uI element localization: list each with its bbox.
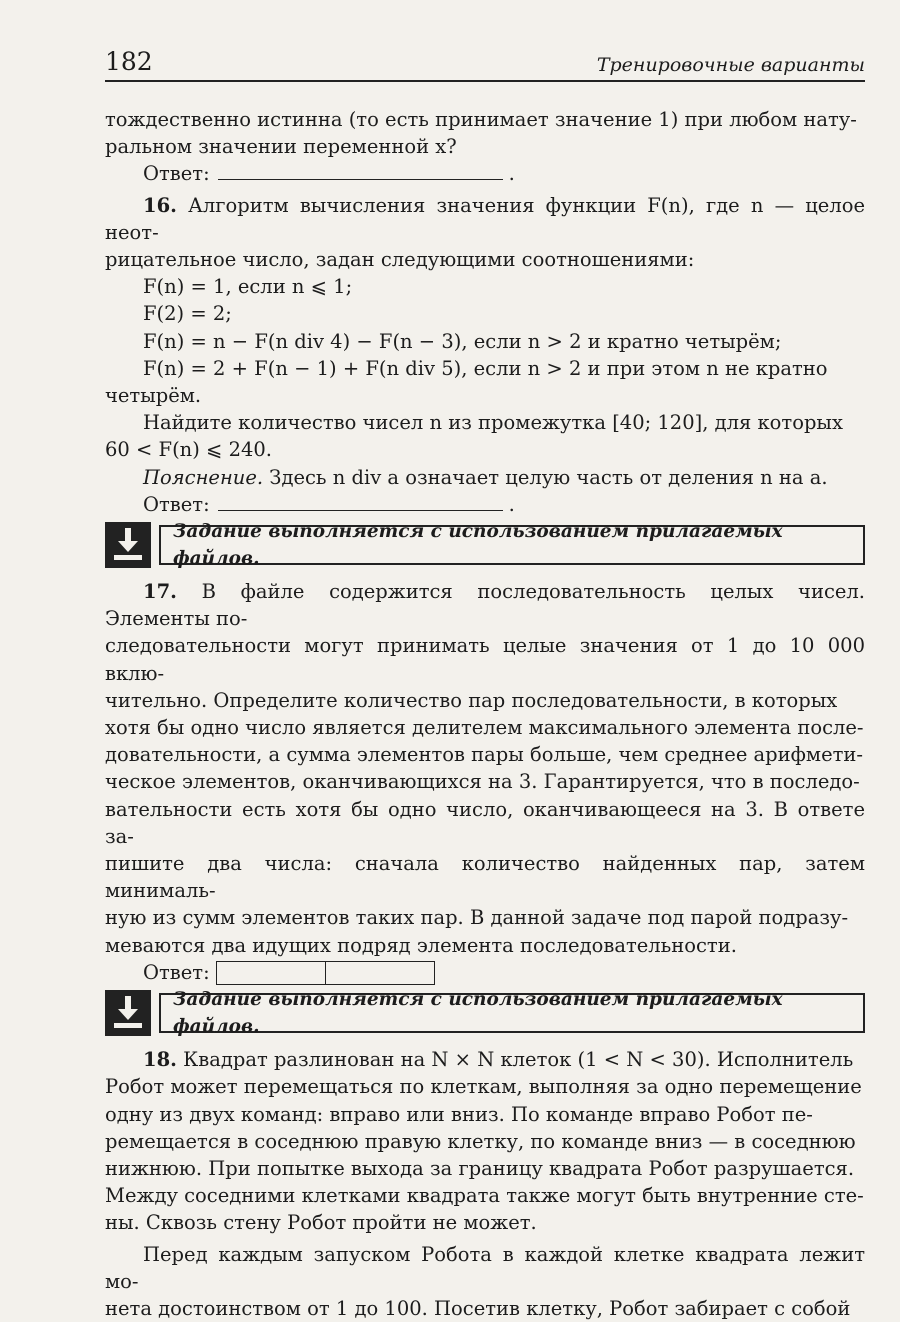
task-number: 18. xyxy=(143,1048,177,1072)
answer-label: Ответ: xyxy=(143,492,210,516)
task-18-line: Между соседними клетками квадрата также могут быть внутренние сте- xyxy=(105,1184,864,1208)
answer-16 xyxy=(105,491,865,518)
answer-label: Ответ: xyxy=(143,960,210,984)
formula: F(n) = n − F(n div 4) − F(n − 3), если n > 2 и кратно четырём; xyxy=(143,329,782,353)
answer-box[interactable] xyxy=(216,961,326,985)
task-text: В файле содержится последовательность целых чисел. Элементы по- xyxy=(105,580,865,631)
formula: F(n) = 1, если n ⩽ 1; xyxy=(143,275,353,299)
task-number: 16. xyxy=(143,193,177,217)
answer-period: . xyxy=(508,492,515,516)
answer-17 xyxy=(105,959,865,986)
task-17-line: чительно. Определите количество пар последовательности, в которых xyxy=(105,688,838,712)
running-title: Тренировочные варианты xyxy=(596,54,865,76)
intro-line: тождественно истинна (то есть принимает значение 1) при любом нату- xyxy=(105,108,857,131)
answer-blank[interactable] xyxy=(218,161,503,180)
task-17-line: вательности есть хотя бы одно число, оканчивающееся на 3. В ответе за- xyxy=(105,797,865,848)
note-text: Здесь n div a означает целую часть от деления n на a. xyxy=(263,465,828,489)
task-17-line: меваются два идущих подряд элемента последовательности. xyxy=(105,933,737,957)
task-18-line xyxy=(105,1046,865,1073)
task-18-line: ремещается в соседнюю правую клетку, по команде вниз — в соседнюю xyxy=(105,1129,856,1153)
task-18-line: Робот может перемещаться по клеткам, выполняя за одно перемещение xyxy=(105,1075,862,1099)
note-label: Пояснение. xyxy=(143,465,264,489)
task-16-line xyxy=(105,192,865,246)
answer-boxes xyxy=(216,961,435,985)
task-17-line xyxy=(105,578,865,632)
task-17-line: ческое элементов, оканчивающихся на 3. Гарантируется, что в последо- xyxy=(105,770,860,794)
task-17-line: довательности, а сумма элементов пары больше, чем среднее арифмети- xyxy=(105,743,864,767)
task-18-line: нижнюю. При попытке выхода за границу квадрата Робот разрушается. xyxy=(105,1156,855,1180)
task-17-line: пишите два числа: сначала количество найденных пар, затем минималь- xyxy=(105,852,865,903)
task-16-note xyxy=(105,464,865,491)
task-text: Алгоритм вычисления значения функции F(n), где n — целое неот- xyxy=(105,193,865,244)
file-note-text: Задание выполняется с использованием прилагаемых файлов. xyxy=(159,525,865,565)
formula: F(2) = 2; xyxy=(143,302,232,326)
intro-line: ральном значении переменной x? xyxy=(105,135,457,159)
task-18-line: ны. Сквозь стену Робот пройти не может. xyxy=(105,1211,537,1235)
file-note xyxy=(105,522,865,568)
task-16-line: рицательное число, задан следующими соотношениями: xyxy=(105,248,695,272)
page-header xyxy=(105,38,865,82)
formula-continued: четырём. xyxy=(105,384,202,408)
formula: F(n) = 2 + F(n − 1) + F(n div 5), если n > 2 и при этом n не кратно xyxy=(143,356,828,380)
task-16-question: 60 < F(n) ⩽ 240. xyxy=(105,438,273,462)
task-number: 17. xyxy=(143,580,177,604)
page-number: 182 xyxy=(105,47,153,76)
task-16-question: Найдите количество чисел n из промежутка [40; 120], для которых xyxy=(143,411,843,435)
answer-label: Ответ: xyxy=(143,162,210,186)
task-text: Квадрат разлинован на N × N клеток (1 < N < 30). Исполнитель xyxy=(183,1048,854,1072)
answer-blank[interactable] xyxy=(218,492,503,511)
task-17-line: ную из сумм элементов таких пар. В данной задаче под парой подразу- xyxy=(105,906,849,930)
task-17-line: следовательности могут принимать целые значения от 1 до 10 000 вклю- xyxy=(105,634,865,685)
answer-box[interactable] xyxy=(326,961,435,985)
task-18-line: Перед каждым запуском Робота в каждой клетке квадрата лежит мо- xyxy=(105,1242,865,1293)
download-icon xyxy=(105,522,151,568)
file-note xyxy=(105,990,865,1036)
answer-period: . xyxy=(508,162,515,186)
page xyxy=(105,38,865,1322)
page-body xyxy=(105,106,865,1322)
answer-15 xyxy=(105,160,865,187)
task-18-line: нета достоинством от 1 до 100. Посетив клетку, Робот забирает с собой xyxy=(105,1296,851,1320)
file-note-text: Задание выполняется с использованием прилагаемых файлов. xyxy=(159,993,865,1033)
task-18-line: одну из двух команд: вправо или вниз. По команде вправо Робот пе- xyxy=(105,1102,813,1126)
task-17-line: хотя бы одно число является делителем максимального элемента после- xyxy=(105,716,864,740)
download-icon xyxy=(105,990,151,1036)
